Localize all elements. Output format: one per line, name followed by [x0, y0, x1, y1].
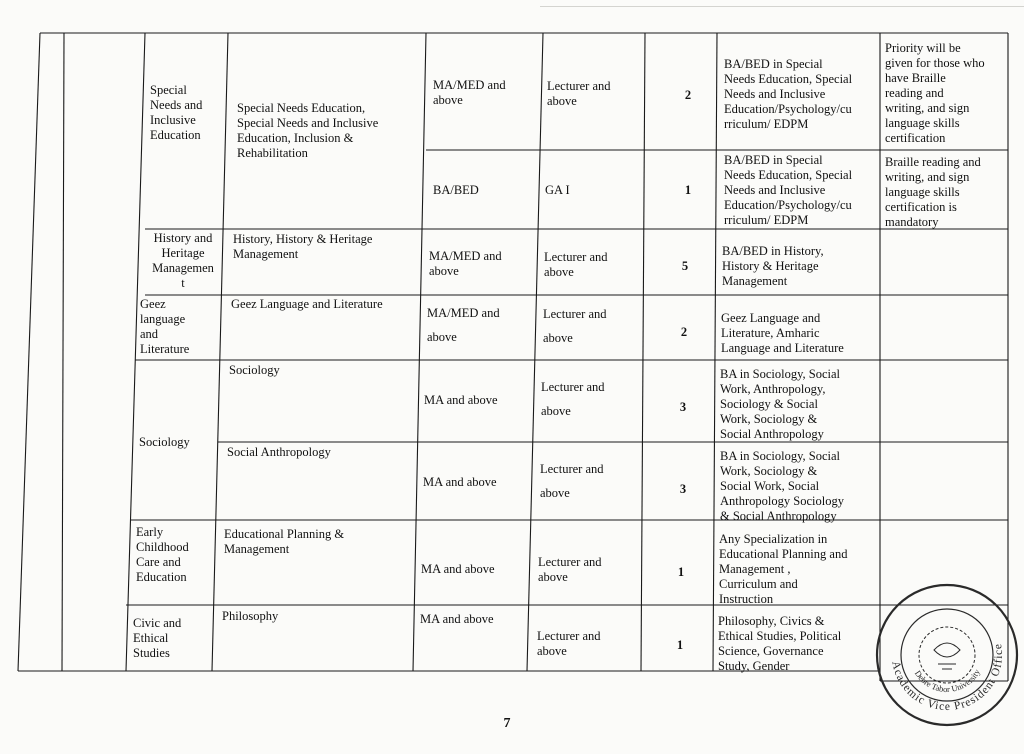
study-program-cell: BA in Sociology, Social Work, Sociology & Social Work, Social Anthropology Sociology & Social Anthropology: [720, 449, 844, 523]
seal-inner-text: Debre Tabor University: [912, 667, 983, 695]
department-cell-civic-ethical: Civic and Ethical Studies: [133, 616, 182, 660]
qualification-cell: MA/MED and above: [429, 249, 502, 278]
field-cell-history: History, History & Heritage Management: [233, 232, 373, 261]
field-cell-philosophy: Philosophy: [222, 609, 279, 623]
department-cell-special-needs: Special Needs and Inclusive Education: [150, 83, 203, 142]
study-program-cell: Any Specialization in Educational Planning and Management , Curriculum and Instruction: [719, 532, 848, 606]
qualification-cell: MA and above: [423, 475, 497, 489]
rank-cell: Lecturer and above: [538, 555, 602, 584]
department-cell-sociology: Sociology: [139, 435, 190, 449]
rank-cell: Lecturer and above: [540, 463, 604, 499]
seal-outer-text: Academic Vice President Office: [889, 642, 1006, 714]
position-count: 1: [676, 638, 684, 652]
study-program-cell: BA/BED in Special Needs Education, Special Needs and Inclusive Education/Psychology/cu rriculum/ EDPM: [724, 57, 853, 131]
page-number: 7: [503, 716, 511, 731]
field-cell-sociology: Sociology: [229, 363, 280, 377]
remark-cell: Braille reading and writing, and sign language skills certification is mandatory: [885, 155, 981, 229]
university-seal: [872, 580, 1022, 730]
rank-cell: Lecturer and above: [544, 250, 608, 279]
qualification-cell: MA and above: [424, 393, 498, 407]
rank-cell: Lecturer and above: [541, 381, 605, 417]
position-count: 1: [677, 565, 685, 579]
department-cell-geez: Geez language and Literature: [140, 297, 190, 356]
field-cell-geez: Geez Language and Literature: [231, 297, 383, 311]
field-cell-social-anthropology: Social Anthropology: [227, 445, 331, 459]
rank-cell: Lecturer and above: [547, 79, 611, 108]
study-program-cell: Philosophy, Civics & Ethical Studies, Political Science, Governance Study, Gender: [718, 614, 842, 673]
field-cell-educational-planning: Educational Planning & Management: [224, 527, 345, 556]
position-count: 1: [684, 183, 692, 197]
qualification-cell: MA/MED and above: [427, 307, 500, 343]
position-count: 3: [679, 482, 687, 496]
field-cell-special-needs: Special Needs Education, Special Needs and Inclusive Education, Inclusion & Rehabilitation: [237, 101, 379, 160]
position-count: 2: [680, 325, 688, 339]
study-program-cell: BA/BED in History, History & Heritage Management: [722, 244, 824, 288]
remark-cell: Priority will be given for those who have Braille reading and writing, and sign language skills certification: [885, 41, 985, 145]
qualification-cell: MA and above: [421, 562, 495, 576]
department-cell-early-childhood: Early Childhood Care and Education: [136, 525, 189, 584]
study-program-cell: BA/BED in Special Needs Education, Special Needs and Inclusive Education/Psychology/cu rriculum/ EDPM: [724, 153, 853, 227]
qualification-cell: MA and above: [420, 612, 494, 626]
study-program-cell: Geez Language and Literature, Amharic Language and Literature: [721, 311, 844, 355]
rank-cell: Lecturer and above: [537, 629, 601, 658]
position-count: 3: [679, 400, 687, 414]
position-count: 2: [684, 88, 692, 102]
department-cell-history: History and Heritage Managemen t: [152, 231, 214, 290]
rank-cell: GA I: [545, 183, 570, 197]
qualification-cell: BA/BED: [433, 183, 479, 197]
rank-cell: Lecturer and above: [543, 308, 607, 344]
qualification-cell: MA/MED and above: [433, 78, 506, 107]
study-program-cell: BA in Sociology, Social Work, Anthropology, Sociology & Social Work, Sociology & Social Anthropology: [720, 367, 841, 441]
position-count: 5: [681, 259, 689, 273]
